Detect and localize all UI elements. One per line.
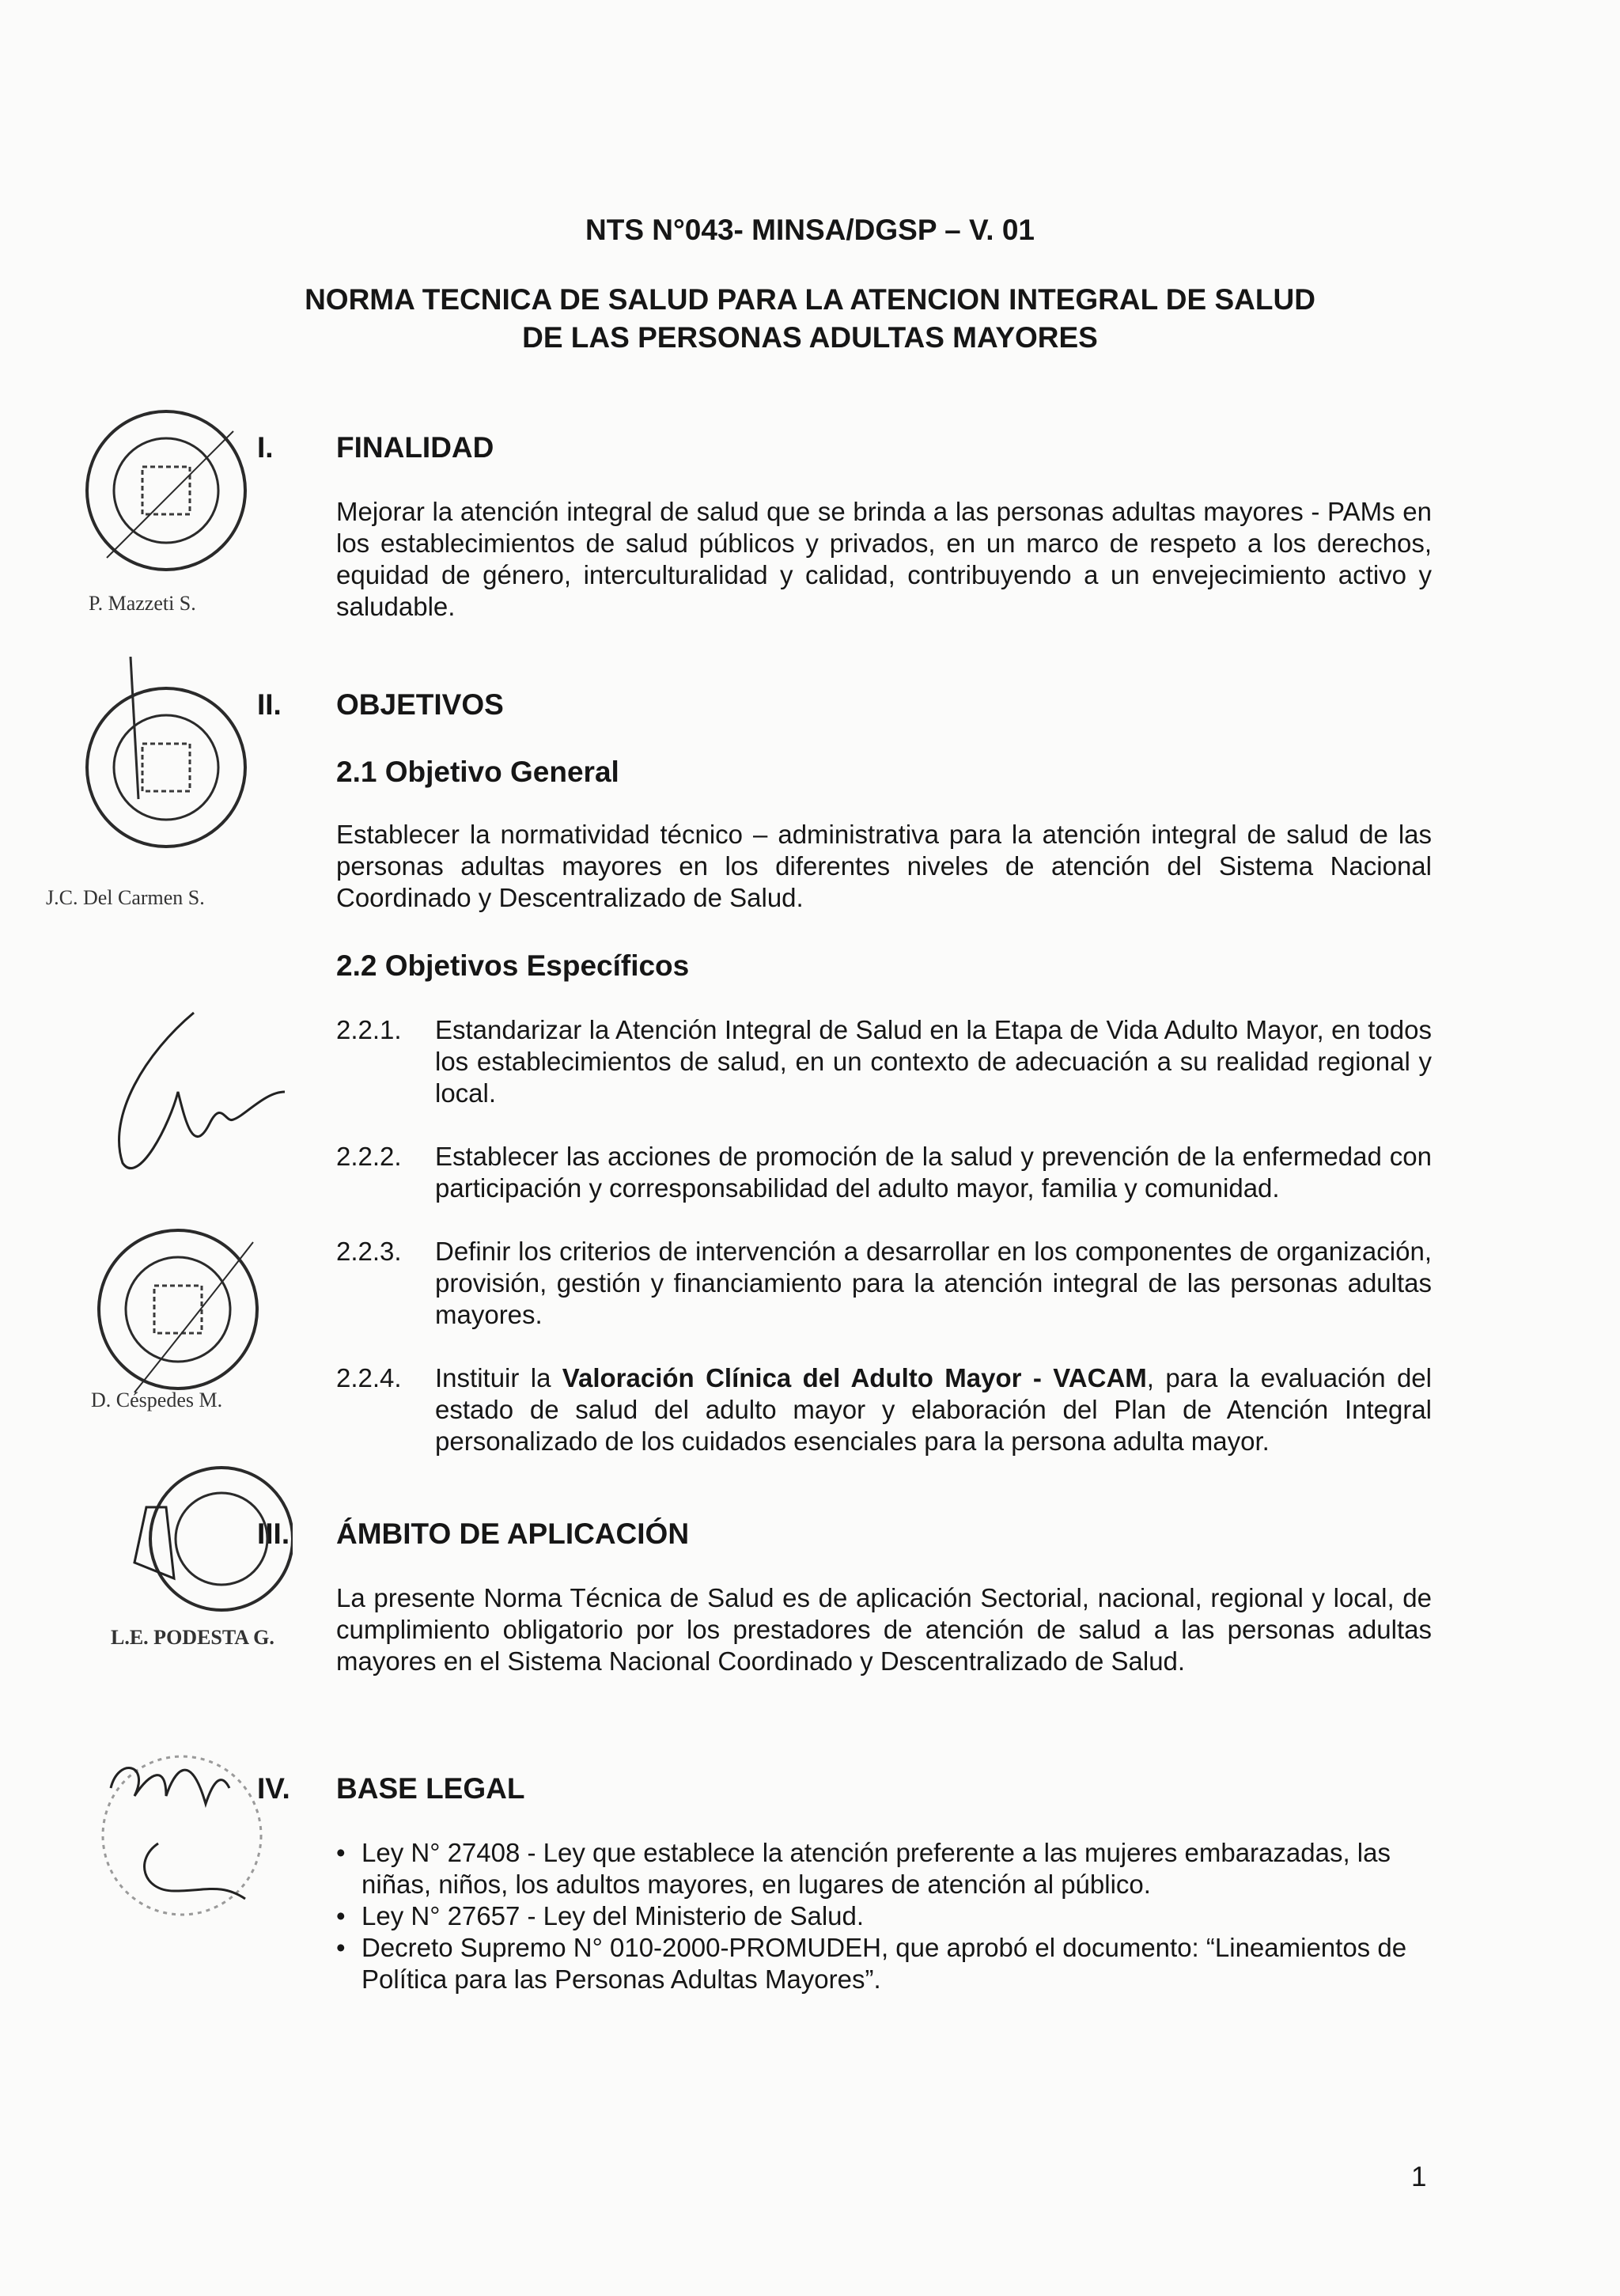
section-numeral: I. [257, 431, 274, 464]
objective-number: 2.2.3. [336, 1237, 402, 1266]
objective-text [435, 1362, 1432, 1457]
objective-text-bold: Valoración Clínica del Adulto Mayor - VACAM [562, 1363, 1147, 1392]
objective-text: Establecer las acciones de promoción de la salud y prevención de la enfermedad con participación y corresponsabilidad del adulto mayor, familia y comunidad. [435, 1142, 1432, 1203]
objective-number: 2.2.4. [336, 1363, 402, 1392]
page-number: 1 [1411, 2161, 1427, 2192]
ministry-seal-icon [75, 657, 257, 862]
section-numeral: III. [257, 1517, 290, 1550]
title-line: DE LAS PERSONAS ADULTAS MAYORES [522, 321, 1098, 354]
objective-text-tail: , para la evaluación del estado de salud del adulto mayor y elaboración del Plan de Atención Integral personalizado de los cuidados esenciales para la persona adulta mayor. [435, 1363, 1432, 1456]
section-numeral: II. [257, 688, 282, 721]
general-objective-text: Establecer la normatividad técnico – administrativa para la atención integral de salud de las personas adultas mayores en los diferentes niveles de atención del Sistema Nacional Coordinado y Descentralizado de Salud. [336, 820, 1432, 912]
stamp-caption: L.E. PODESTA G. [111, 1626, 274, 1649]
objective-number: 2.2.1. [336, 1015, 402, 1044]
general-objective-title: 2.1 Objetivo General [336, 756, 619, 788]
ambito-paragraph: La presente Norma Técnica de Salud es de aplicación Sectorial, nacional, regional y local, de cumplimiento obligatorio por los prestadores de atención de salud a las personas adultas mayores en el Sistema Nacional Coordinado y Descentralizado de Salud. [336, 1583, 1432, 1676]
ministry-seal-icon [87, 1218, 269, 1400]
stamp-caption: J.C. Del Carmen S. [46, 886, 205, 909]
specific-objectives-title: 2.2 Objetivos Específicos [336, 949, 690, 982]
title-line: NORMA TECNICA DE SALUD PARA LA ATENCION INTEGRAL DE SALUD [305, 283, 1315, 316]
ministry-seal-icon [111, 1460, 293, 1634]
objective-text: Estandarizar la Atención Integral de Salud en la Etapa de Vida Adulto Mayor, en todos los establecimientos de salud, en un contexto de adecuación a su realidad regional y local. [435, 1015, 1432, 1108]
section-heading-finalidad: FINALIDAD [336, 431, 494, 464]
stamp-caption: D. Céspedes M. [91, 1389, 223, 1411]
legal-bullet-list [336, 1837, 1440, 1995]
legal-bullet-item: • Ley N° 27657 - Ley del Ministerio de Salud. [336, 1900, 1440, 1932]
signature-icon [87, 1741, 277, 1946]
document-code: NTS N°043- MINSA/DGSP – V. 01 [585, 214, 1035, 246]
signature-icon [75, 1005, 289, 1187]
ministry-seal-icon [75, 400, 257, 582]
legal-bullet-item: • Ley N° 27408 - Ley que establece la atención preferente a las mujeres embarazadas, las niñas, niños, los adultos mayores, en lugares de atención al público. [336, 1837, 1440, 1900]
section-numeral: IV. [257, 1772, 290, 1805]
stamp-column [0, 0, 316, 2296]
objective-text-lead: Instituir la [435, 1363, 562, 1392]
section-heading-ambito: ÁMBITO DE APLICACIÓN [336, 1517, 690, 1550]
stamp-caption: P. Mazzeti S. [89, 592, 196, 615]
section-heading-base-legal: BASE LEGAL [336, 1772, 525, 1805]
objective-number: 2.2.2. [336, 1142, 402, 1171]
finalidad-paragraph: Mejorar la atención integral de salud que se brinda a las personas adultas mayores - PAMs en los establecimientos de salud públicos y privados, en un marco de respeto a los derechos, equidad de género, interculturalidad y calidad, contribuyendo a un envejecimiento activo y saludable. [336, 497, 1432, 621]
legal-bullet-item: • Decreto Supremo N° 010-2000-PROMUDEH, que aprobó el documento: “Lineamientos de Política para las Personas Adultas Mayores”. [336, 1932, 1440, 1995]
objective-text: Definir los criterios de intervención a desarrollar en los componentes de organización, provisión, gestión y financiamiento para la atención integral de las personas adultas mayores. [435, 1237, 1432, 1329]
section-heading-objetivos: OBJETIVOS [336, 688, 504, 721]
